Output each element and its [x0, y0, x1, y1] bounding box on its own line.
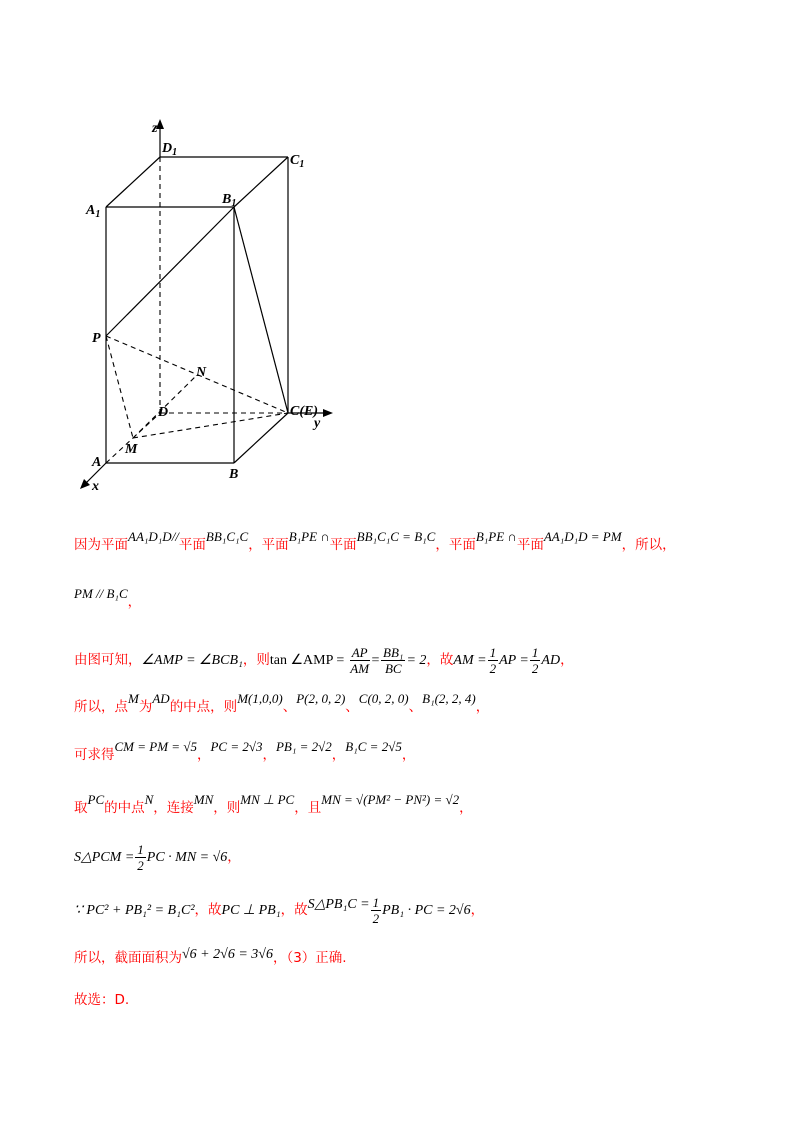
math: S△PB₁C = — [307, 897, 370, 912]
label-B: B — [229, 467, 239, 482]
text: 为 — [138, 699, 153, 715]
math: C(0, 2, 0) — [358, 691, 409, 706]
label-M: M — [125, 442, 138, 457]
label-CE: C(E) — [290, 404, 318, 419]
fraction: $\frac{1}{2}$ — [137, 841, 144, 873]
fraction: $\frac{1}{2}$ — [489, 644, 497, 676]
math: AD — [152, 691, 170, 706]
answer-text: 故选：D. — [74, 992, 130, 1008]
text: ， — [227, 849, 241, 865]
label-z: z — [152, 121, 158, 136]
text: ，平面 — [435, 537, 476, 553]
solution-line-10 — [74, 990, 129, 1010]
math: PC — [87, 792, 105, 807]
label-D1: $D_1$ — [162, 141, 178, 158]
math: tan ∠AMP = — [269, 653, 345, 668]
math: AA₁D₁D// — [128, 529, 179, 544]
text: 的中点，则 — [169, 699, 238, 715]
text: 可求得 — [74, 747, 115, 763]
text: ，且 — [294, 800, 322, 816]
solution-line-3 — [74, 643, 574, 678]
solution-line-2 — [74, 586, 142, 612]
label-x: x — [92, 479, 99, 494]
math: AP = — [499, 653, 529, 668]
label-y: y — [314, 416, 321, 431]
math: BB₁C₁C — [205, 529, 249, 544]
text: 平面 — [329, 537, 357, 553]
label-C1: $C_1$ — [290, 153, 305, 170]
edge-A1-D1 — [106, 157, 160, 207]
math: MN — [193, 792, 214, 807]
math: B₁C = 2√5 — [345, 739, 402, 754]
math: BB₁C₁C = B₁C — [356, 529, 436, 544]
edge-B1-C1 — [234, 157, 288, 207]
text: 、 — [408, 699, 423, 715]
solution-line-9 — [74, 948, 347, 969]
segment-P-M-dashed — [106, 336, 133, 438]
text: ，平面 — [248, 537, 289, 553]
text: ，故 — [426, 652, 454, 668]
text: ， — [331, 747, 346, 763]
text: ， — [262, 747, 276, 763]
label-A1: $A_1$ — [86, 203, 101, 220]
solution-line-5 — [74, 739, 416, 765]
math: B₁PE ∩ — [288, 529, 330, 544]
math: B₁PE ∩ — [475, 529, 517, 544]
label-A: A — [92, 455, 102, 470]
text: 平面 — [178, 537, 206, 553]
text: ，则 — [213, 800, 241, 816]
text: 取 — [74, 800, 88, 816]
text: ， — [560, 652, 574, 668]
math: P(2, 0, 2) — [296, 691, 346, 706]
solution-line-7 — [74, 840, 241, 875]
text: ， — [459, 800, 473, 816]
text: 的中点 — [104, 800, 145, 816]
text: 、 — [345, 699, 359, 715]
math: = 2 — [406, 653, 427, 668]
math: MN = √(PM² − PN²) = √2 — [321, 792, 460, 807]
math: B₁(2, 2, 4) — [422, 691, 476, 706]
edge-B1-C — [234, 207, 288, 413]
geometry-figure — [74, 114, 344, 494]
math: M — [128, 691, 139, 706]
fraction: $\frac{\text{BB₁}}{BC}$ — [383, 644, 404, 676]
text: ， — [401, 747, 416, 763]
text: ， — [475, 699, 490, 715]
label-N: N — [196, 365, 207, 380]
math: M(1,0,0) — [237, 691, 283, 706]
text: ，所以， — [621, 537, 676, 553]
label-D: D — [158, 405, 169, 420]
math: PB₁ = 2√2 — [275, 739, 332, 754]
text: ，故 — [194, 902, 222, 918]
text: 所以，截面面积为 — [74, 950, 182, 966]
text: 、 — [282, 699, 297, 715]
math: S△PCM = — [74, 850, 135, 865]
solution-line-1 — [74, 529, 676, 555]
math: N — [144, 792, 154, 807]
math: PC = 2√3 — [210, 739, 263, 754]
math: AA₁D₁D = PM — [543, 529, 622, 544]
label-P: P — [92, 331, 101, 346]
text: ，连接 — [153, 800, 194, 816]
text: 因为平面 — [74, 537, 128, 553]
math: PC ⊥ PB₁ — [221, 903, 281, 918]
math: PM // B₁C — [74, 586, 128, 601]
math: PB₁ · PC = 2√6 — [382, 903, 471, 918]
math: ∠AMP = ∠BCB₁ — [141, 653, 243, 668]
text: 所以，点 — [74, 699, 128, 715]
solution-line-4 — [74, 691, 490, 717]
math: AM = — [453, 653, 487, 668]
math: MN ⊥ PC — [240, 792, 295, 807]
math: = — [370, 653, 381, 668]
text: ， — [196, 747, 211, 763]
math: AD — [541, 653, 561, 668]
fraction: $\frac{1}{2}$ — [531, 644, 539, 676]
math: PC · MN = √6 — [146, 850, 228, 865]
text: ， — [127, 594, 142, 610]
label-B1: $B_1$ — [222, 192, 237, 209]
math: ∵ PC² + PB₁² = B₁C² — [74, 903, 195, 918]
text: ，（3）正确. — [272, 950, 347, 966]
text: ， — [470, 902, 485, 918]
text: ，则 — [242, 652, 270, 668]
text: ，故 — [280, 902, 308, 918]
text: 由图可知， — [74, 652, 142, 668]
fraction: $\frac{AP}{AM}$ — [350, 644, 370, 676]
y-axis-arrow — [323, 409, 333, 417]
math: √6 + 2√6 = 3√6 — [182, 947, 273, 962]
solution-line-6 — [74, 792, 473, 818]
solution-line-8 — [74, 893, 484, 928]
text: 平面 — [516, 537, 544, 553]
fraction: $\frac{1}{2}$ — [372, 894, 380, 926]
math: CM = PM = √5 — [114, 739, 197, 754]
edge-P-B1 — [106, 207, 234, 336]
